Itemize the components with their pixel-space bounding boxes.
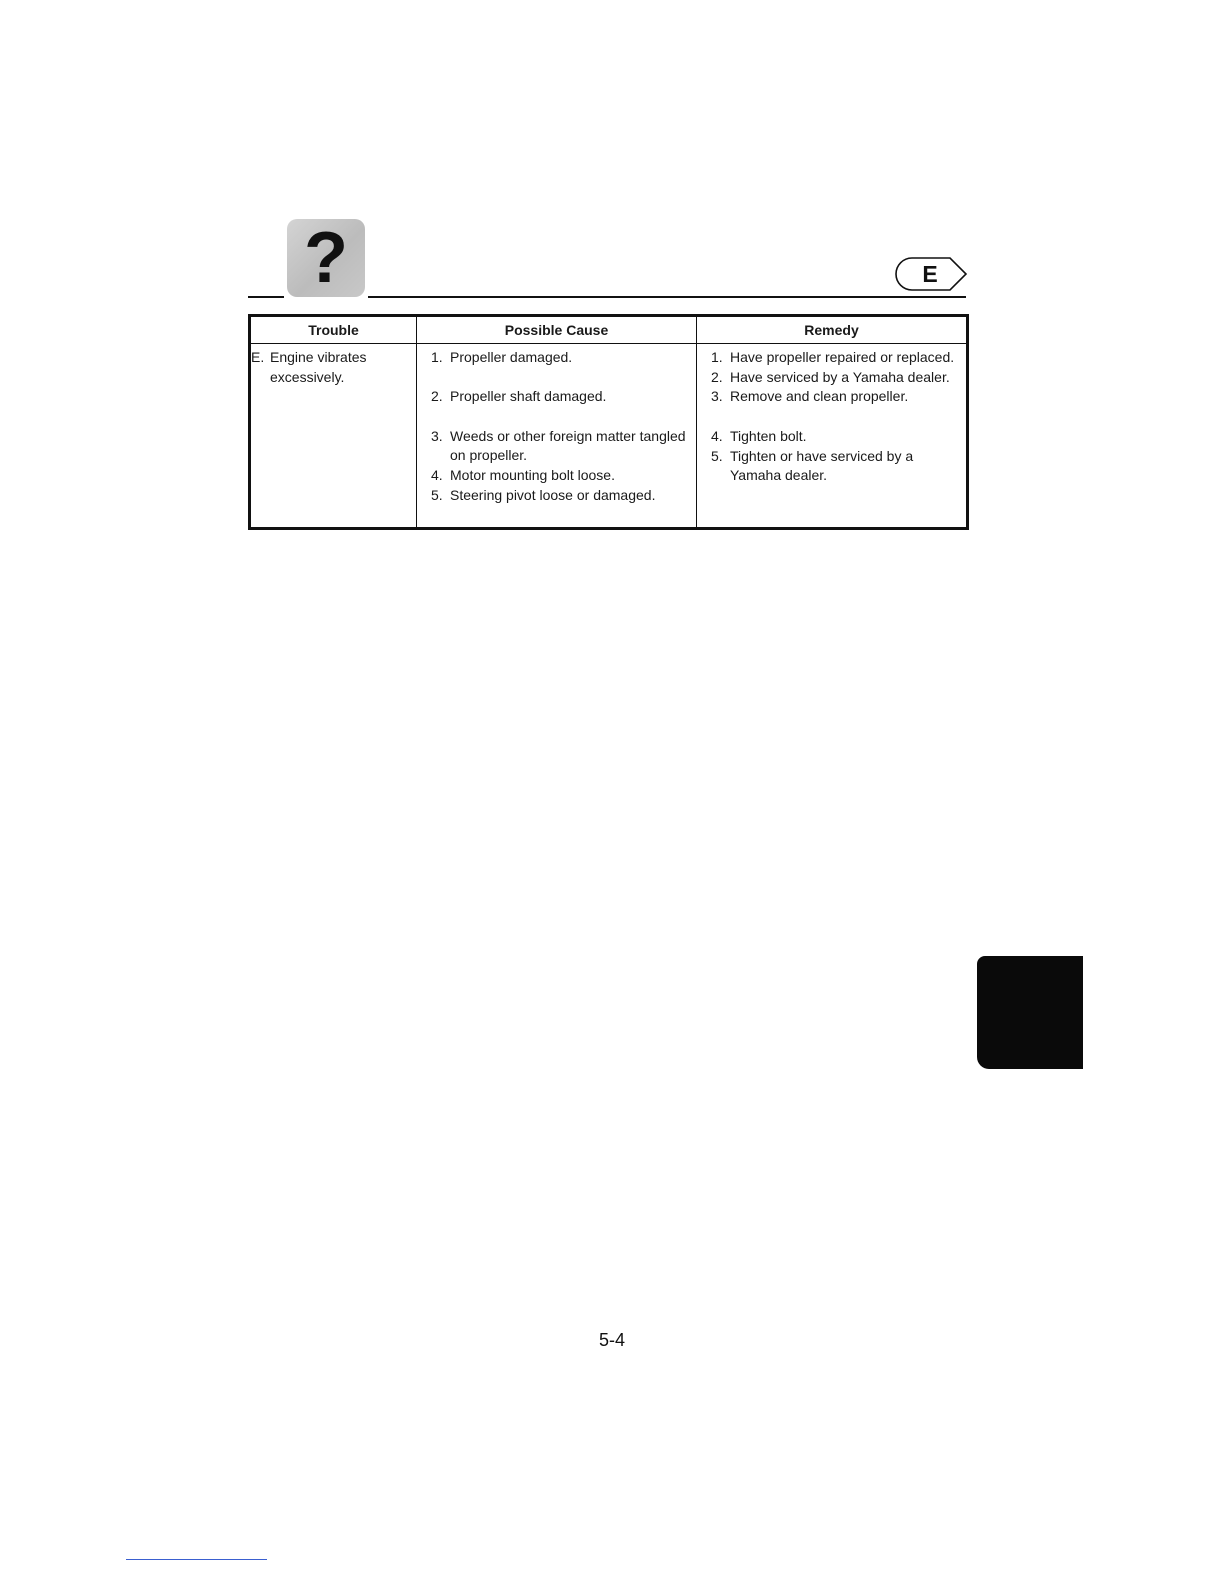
cause-number: 5. (431, 486, 443, 503)
remedies-cell (697, 344, 968, 529)
trouble-cell (250, 344, 417, 529)
list-item (431, 427, 688, 466)
cause-text: Propeller shaft damaged. (450, 388, 607, 405)
causes-cell (417, 344, 697, 529)
list-item (431, 348, 688, 368)
list-item (711, 427, 958, 447)
remedy-number: 3. (711, 388, 723, 405)
remedy-number: 2. (711, 368, 723, 385)
spacer (711, 407, 958, 427)
list-item (711, 447, 958, 486)
header-possible-cause: Possible Cause (417, 316, 697, 344)
language-badge-letter: E (922, 260, 938, 287)
cause-text: Propeller damaged. (450, 349, 573, 365)
remedy-text: Tighten or have serviced by a Yamaha dealer. (730, 447, 914, 484)
trouble-text: Engine vibrates excessively. (270, 349, 367, 385)
list-item (431, 486, 688, 506)
table-header-row (250, 316, 968, 344)
cause-text: Motor mounting bolt loose. (450, 467, 615, 484)
table-row (250, 344, 968, 529)
causes-list (417, 348, 696, 506)
trouble-letter: E. (251, 349, 265, 365)
chapter-side-tab (977, 956, 1083, 1069)
language-badge (894, 256, 968, 292)
cause-number: 1. (431, 349, 443, 365)
list-item (711, 368, 958, 388)
list-item (711, 348, 958, 368)
header-remedy: Remedy (697, 316, 968, 344)
header-rule-left (248, 296, 284, 298)
cause-text: Weeds or other foreign matter tangled on propeller. (450, 427, 686, 464)
cause-number: 2. (431, 388, 443, 405)
list-item (431, 387, 688, 407)
cause-number: 4. (431, 467, 443, 484)
remedies-list (697, 348, 966, 486)
spacer (431, 407, 688, 427)
footer-divider (126, 1559, 267, 1560)
spacer (431, 368, 688, 388)
question-icon: ? (287, 219, 365, 297)
cause-text: Steering pivot loose or damaged. (450, 486, 656, 503)
header-trouble: Trouble (250, 316, 417, 344)
remedy-text: Have serviced by a Yamaha dealer. (730, 368, 950, 385)
remedy-number: 4. (711, 427, 723, 444)
remedy-number: 1. (711, 349, 723, 365)
cause-number: 3. (431, 427, 443, 444)
troubleshooting-table (248, 314, 969, 530)
list-item (711, 387, 958, 407)
page-number: 5-4 (598, 1330, 625, 1350)
remedy-text: Remove and clean propeller. (730, 388, 909, 405)
trouble-entry (251, 348, 416, 387)
list-item (431, 466, 688, 486)
remedy-text: Tighten bolt. (730, 427, 807, 444)
remedy-number: 5. (711, 447, 723, 464)
header-rule-right (368, 296, 966, 298)
remedy-text: Have propeller repaired or replaced. (730, 349, 955, 365)
